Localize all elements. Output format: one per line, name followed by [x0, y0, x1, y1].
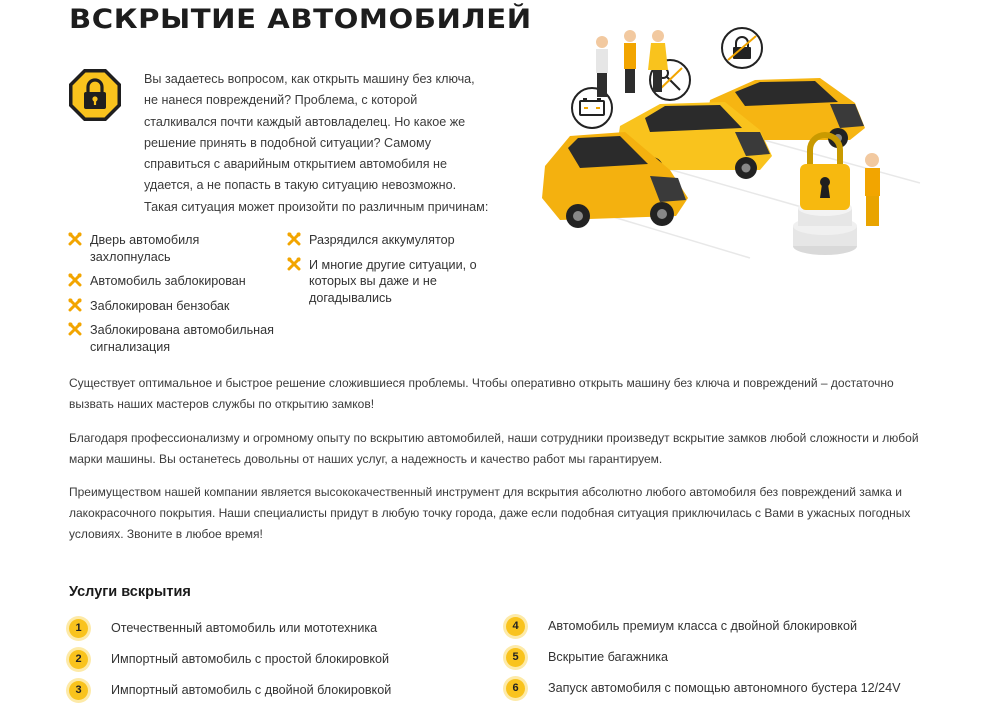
- service-item: [69, 648, 389, 670]
- service-label: Импортный автомобиль с двойной блокировкой: [111, 683, 392, 697]
- tools-icon: [287, 257, 301, 271]
- padlock-icon: [793, 135, 857, 255]
- service-number-badge: 1: [69, 619, 88, 638]
- service-number-badge: 5: [506, 648, 525, 667]
- service-label: Автомобиль премиум класса с двойной блокировкой: [548, 619, 857, 633]
- reason-label: Разрядился аккумулятор: [309, 233, 455, 247]
- service-item: [506, 615, 857, 637]
- reason-label: И многие другие ситуации, о которых вы даже и не догадывались: [309, 257, 477, 305]
- services-title: Услуги вскрытия: [69, 584, 191, 600]
- service-label: Запуск автомобиля с помощью автономного бустера 12/24V: [548, 681, 901, 695]
- list-item: [68, 322, 278, 355]
- reasons-list-left: [68, 232, 278, 363]
- page-title: ВСКРЫТИЕ АВТОМОБИЛЕЙ: [69, 4, 532, 35]
- tools-icon: [68, 322, 82, 336]
- paragraph: Благодаря профессионализму и огромному опыту по вскрытию автомобилей, наши сотрудники произведут вскрытие замков любой сложности и любой марки машины. Вы останетесь довольны от наших услуг, а надежность и качество работ мы гарантируем.: [69, 431, 919, 466]
- service-label: Импортный автомобиль с простой блокировкой: [111, 652, 390, 666]
- reason-label: Заблокирована автомобильная сигнализация: [90, 323, 274, 354]
- service-item: [506, 677, 901, 699]
- list-item: [287, 257, 482, 307]
- tools-icon: [68, 298, 82, 312]
- reason-label: Заблокирован бензобак: [90, 298, 230, 313]
- lock-badge-icon: [68, 68, 122, 122]
- service-number-badge: 4: [506, 617, 525, 636]
- service-number-badge: 2: [69, 650, 88, 669]
- intro-text: Вы задаетесь вопросом, как открыть машину без ключа, не нанеся повреждений? Проблема, с которой сталкивался почти каждый автовладелец. Но какое же решение принять в подобной ситуации? Самому справиться с аварийным открытием автомобиля не удается, а не попасть в такую ситуацию невозможно. Такая ситуация может произойти по различным причинам:: [144, 72, 489, 214]
- list-item: [68, 232, 278, 265]
- cars-illustration: [520, 8, 930, 270]
- list-item: [68, 273, 278, 290]
- tools-icon: [68, 273, 82, 287]
- service-number-badge: 3: [69, 681, 88, 700]
- service-item: [69, 617, 377, 639]
- reason-label: Автомобиль заблокирован: [90, 274, 246, 288]
- service-item: [69, 679, 391, 701]
- lock-bubble-icon: [722, 28, 762, 68]
- paragraph: Существует оптимальное и быстрое решение сложившиеся проблемы. Чтобы оперативно открыть машину без ключа и повреждений – достаточно вызвать наших мастеров службы по открытию замков!: [69, 376, 894, 411]
- service-number-badge: 6: [506, 679, 525, 698]
- list-item: [68, 298, 278, 315]
- paragraph: Преимуществом нашей компании является высококачественный инструмент для вскрытия абсолютно любого автомобиля без повреждений замка и лакокрасочного покрытия. Наши специалисты придут в любую точку города, даже если подобная ситуация приключилась с Вами в ужасных погодных условиях. Звоните в любое время!: [69, 485, 911, 541]
- tools-icon: [68, 232, 82, 246]
- service-item: [506, 646, 668, 668]
- list-item: [287, 232, 482, 249]
- service-label: Вскрытие багажника: [548, 650, 669, 664]
- service-label: Отечественный автомобиль или мототехника: [111, 621, 378, 635]
- reasons-list-right: [287, 232, 482, 314]
- tools-icon: [287, 232, 301, 246]
- reason-label: Дверь автомобиля захлопнулась: [90, 233, 200, 264]
